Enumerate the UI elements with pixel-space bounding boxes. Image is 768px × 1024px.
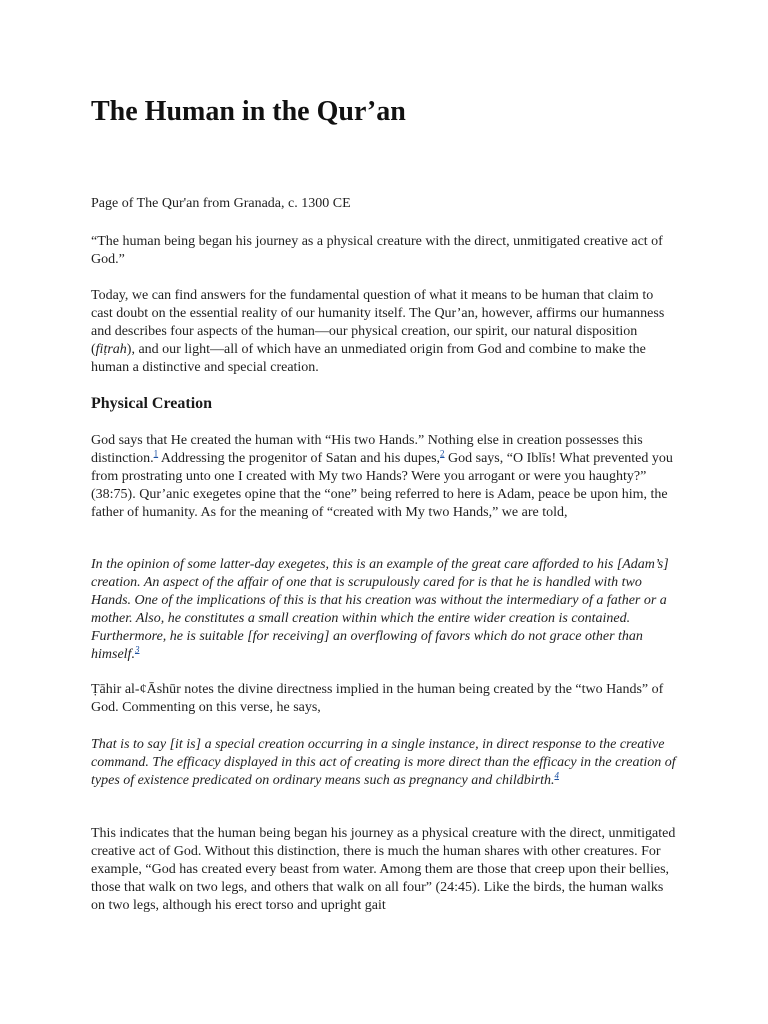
blockquote-1	[91, 556, 677, 664]
intro-text-2: ), and our light—all of which have an unmediated origin from God and combine to make the human a distinctive and special creation.	[91, 342, 646, 375]
intro-term: fiṭrah	[95, 342, 127, 357]
blockquote-1-text: In the opinion of some latter-day exegetes, this is an example of the great care afforded to his [Adam’s] creation. An aspect of the affair of one that is scrupulously cared for is that he is handled with two Hands. One of the implications of this is that his creation was without the intermediary of a father or a mother. Also, he constitutes a small creation within which the entire wider creation is contained. Furthermore, he is suitable [for receiving] an overflowing of favors which do not grace other than himself.	[91, 557, 669, 662]
image-caption: Page of The Qur'an from Granada, c. 1300 CE	[91, 196, 351, 211]
paragraph-1-text-3: God says, “O Iblīs! What prevented you from prostrating unto one I created with My two Hands? Were you arrogant or were you haughty?” (38:75). Qur’anic exegetes opine that the “one” being referred to here is Adam, peace be upon him, the father of humanity. As for the meaning of “created with My two Hands,” we are told,	[91, 451, 673, 520]
intro-text-1: Today, we can find answers for the fundamental question of what it means to be human that claim to cast doubt on the essential reality of our humanity itself. The Qur’an, however, affirms our humanness and describes four aspects of the human—our physical creation, our spirit, our natural disposition (	[91, 288, 665, 357]
section-heading-physical-creation: Physical Creation	[91, 395, 213, 412]
blockquote-2-text: That is to say [it is] a special creation occurring in a single instance, in direct response to the creative command. The efficacy displayed in this act of creating is more direct than the efficacy in the creation of types of existence predicated on ordinary means such as pregnancy and childbirth.	[91, 737, 676, 788]
page-title: The Human in the Qur’an	[91, 96, 406, 127]
paragraph-1-text-2: Addressing the progenitor of Satan and his dupes,	[158, 451, 441, 466]
intro-paragraph	[91, 287, 677, 377]
footnote-link-4[interactable]: 4	[554, 770, 559, 781]
pull-quote: “The human being began his journey as a physical creature with the direct, unmitigated creative act of God.”	[91, 234, 663, 267]
paragraph-1-text-1: God says that He created the human with “His two Hands.” Nothing else in creation possesses this distinction.	[91, 433, 643, 466]
paragraph-2: Ṭāhir al-¢Āshūr notes the divine directness implied in the human being created by the “two Hands” of God. Commenting on this verse, he says,	[91, 682, 664, 715]
blockquote-2	[91, 736, 677, 790]
footnote-link-2[interactable]: 2	[440, 448, 445, 459]
footnote-link-1[interactable]: 1	[153, 448, 159, 459]
footnote-link-3[interactable]: 3	[134, 644, 140, 655]
paragraph-3: This indicates that the human being began his journey as a physical creature with the direct, unmitigated creative act of God. Without this distinction, there is much the human shares with other creatures. For example, “God has created every beast from water. Among them are those that creep upon their bellies, those that walk on two legs, and others that walk on all four” (24:45). Like the birds, the human walks on two legs, although his erect torso and upright gait	[91, 826, 676, 913]
paragraph-1	[91, 432, 677, 522]
